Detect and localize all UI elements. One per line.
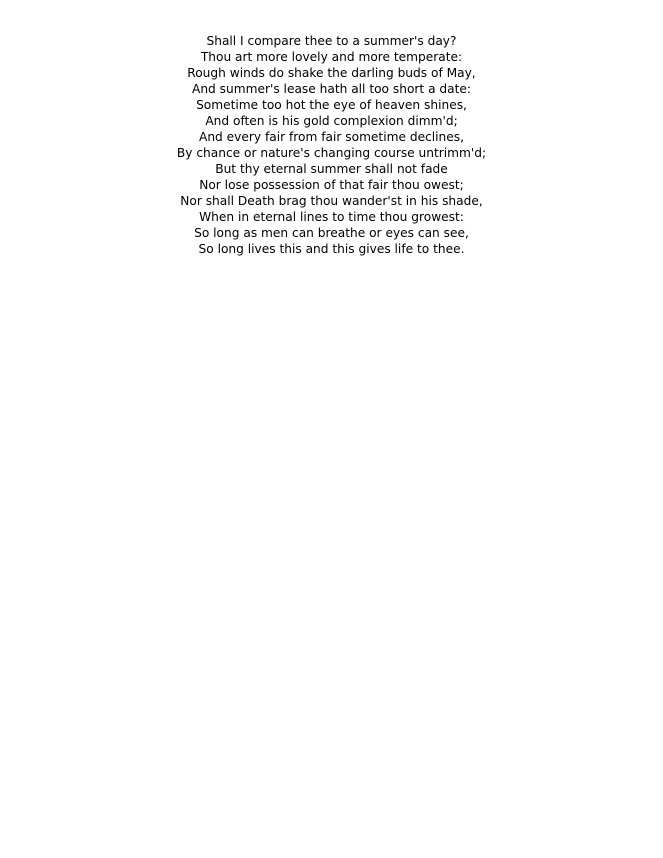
poem-line: Nor shall Death brag thou wander'st in his shade, [180, 194, 483, 208]
poem-line: Thou art more lovely and more temperate: [200, 50, 463, 64]
poem-line: And summer's lease hath all too short a date: [191, 82, 472, 96]
poem-line: Sometime too hot the eye of heaven shines, [196, 98, 467, 112]
poem-line: But thy eternal summer shall not fade [215, 162, 448, 176]
poem-line: Rough winds do shake the darling buds of May, [187, 66, 476, 80]
poem-line: Nor lose possession of that fair thou owest; [199, 178, 464, 192]
poem-line: So long lives this and this gives life to thee. [198, 242, 465, 256]
poem-line: And every fair from fair sometime declines, [198, 130, 464, 144]
poem-line: By chance or nature's changing course untrimm'd; [176, 146, 487, 160]
poem-line: When in eternal lines to time thou growest: [199, 210, 464, 224]
poem-line: Shall I compare thee to a summer's day? [206, 34, 457, 48]
poem-line: So long as men can breathe or eyes can see, [194, 226, 469, 240]
poem-line: And often is his gold complexion dimm'd; [205, 114, 458, 128]
poem-text [0, 33, 663, 257]
